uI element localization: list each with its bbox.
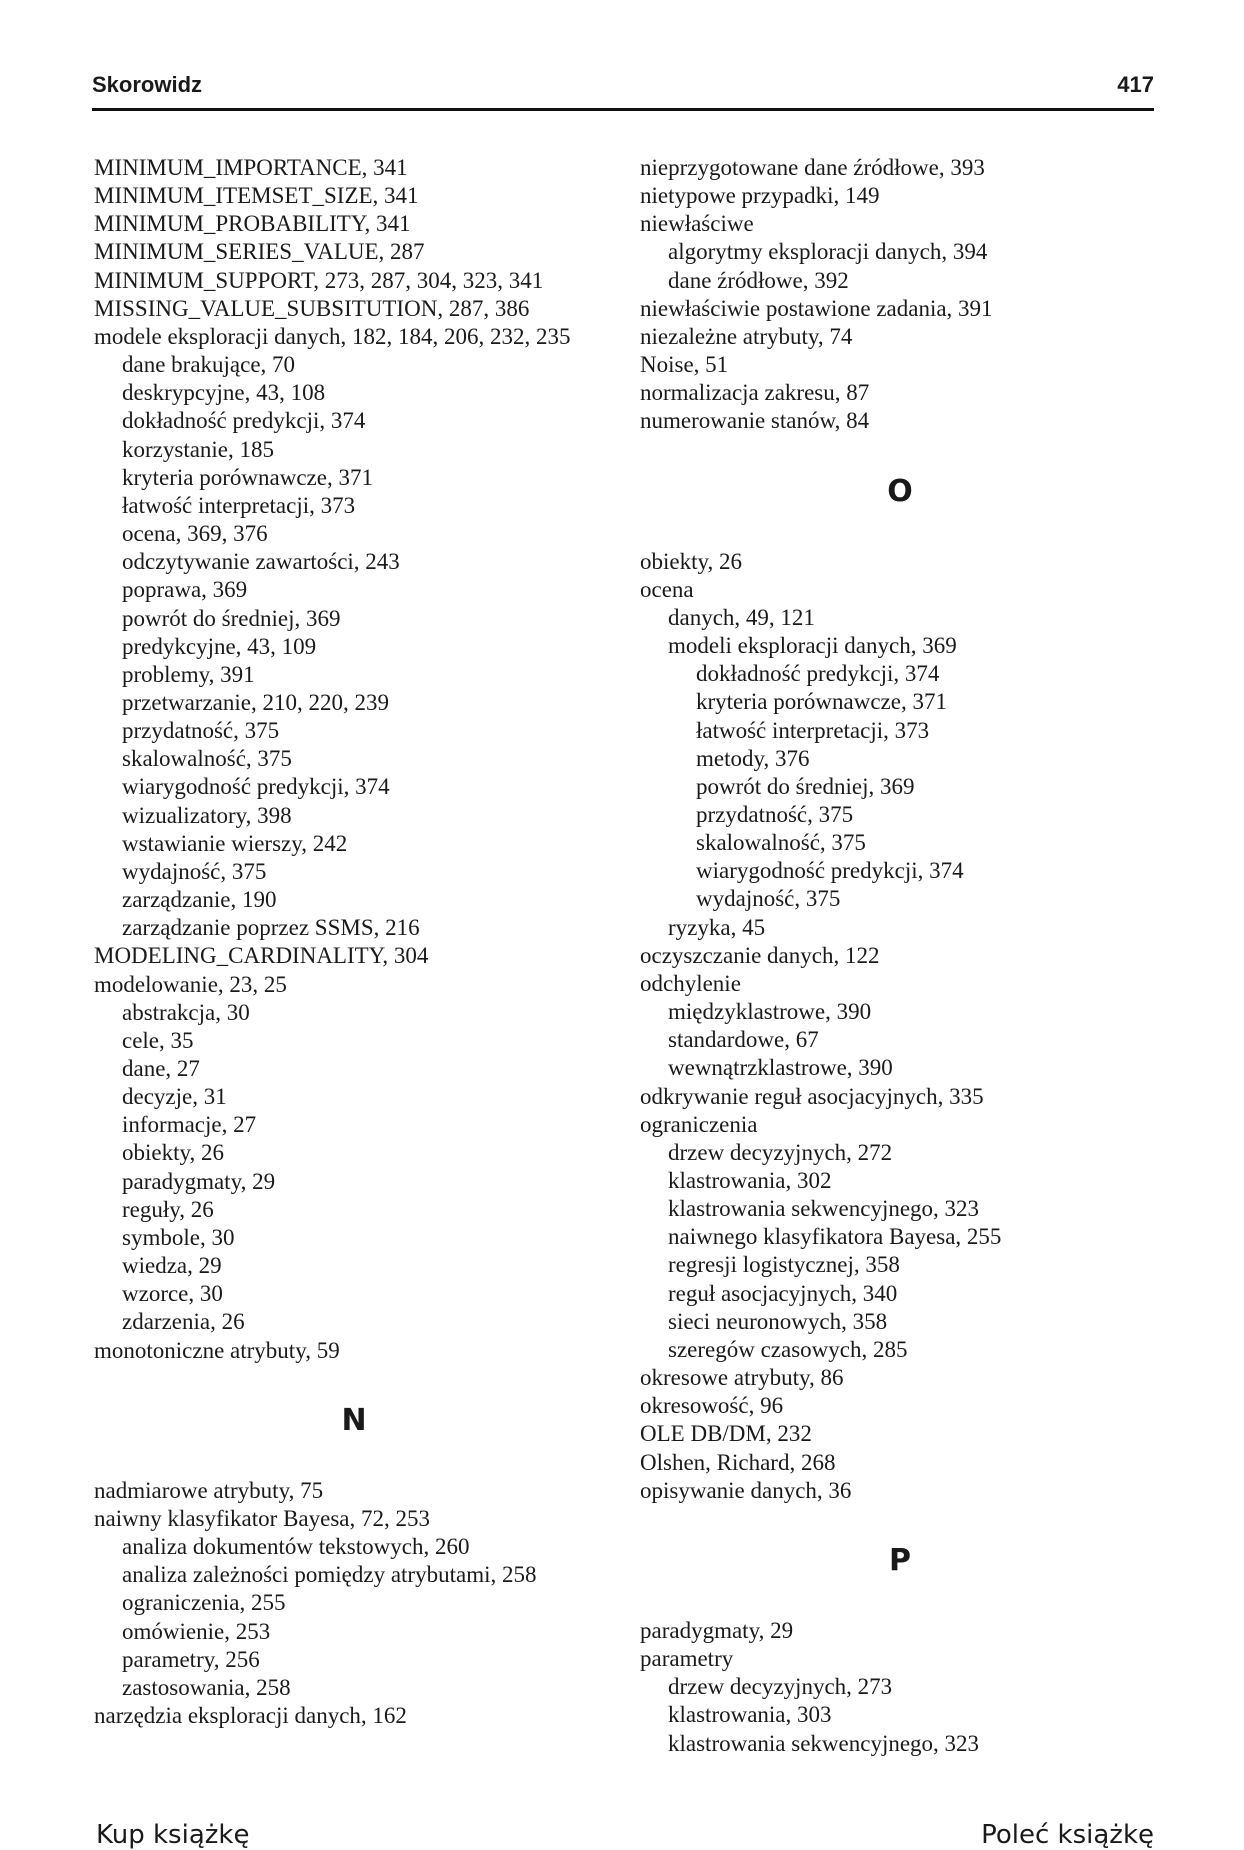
index-subentry: łatwość interpretacji, 373 (696, 717, 930, 743)
index-entry: modele eksploracji danych, 182, 184, 206, 232, 235 (94, 323, 571, 349)
index-subentry: informacje, 27 (122, 1112, 257, 1138)
buy-book-link[interactable]: Kup książkę (96, 1820, 250, 1850)
index-subentry: szeregów czasowych, 285 (668, 1336, 908, 1362)
index-subentry: powrót do średniej, 369 (122, 605, 341, 631)
index-entry: Noise, 51 (640, 352, 729, 378)
index-entry: MINIMUM_IMPORTANCE, 341 (94, 155, 408, 180)
page-header (92, 72, 1154, 111)
index-subentry: zastosowania, 258 (122, 1674, 291, 1700)
index-subentry: dokładność predykcji, 374 (122, 408, 366, 434)
index-subentry: wiedza, 29 (122, 1253, 222, 1279)
section-letter-heading: N (341, 1402, 367, 1438)
index-subentry: klastrowania sekwencyjnego, 323 (668, 1196, 980, 1222)
index-entry: monotoniczne atrybuty, 59 (94, 1337, 340, 1363)
index-subentry: zarządzanie poprzez SSMS, 216 (122, 915, 420, 941)
index-entry: normalizacja zakresu, 87 (640, 380, 870, 406)
index-entry: modelowanie, 23, 25 (94, 971, 287, 997)
index-subentry: ocena, 369, 376 (122, 521, 268, 547)
index-subentry: wzorce, 30 (122, 1281, 223, 1307)
section-title: Skorowidz (92, 72, 203, 97)
index-entry: parametry (640, 1646, 734, 1672)
index-subentry: sieci neuronowych, 358 (668, 1308, 888, 1334)
footer-left (96, 1820, 249, 1850)
index-subentry: wstawianie wierszy, 242 (122, 830, 348, 856)
section-letter-heading: P (889, 1542, 911, 1578)
index-subentry: przydatność, 375 (122, 718, 280, 744)
index-column-left (94, 154, 614, 1730)
index-subentry: skalowalność, 375 (122, 746, 292, 772)
index-entry: opisywanie danych, 36 (640, 1477, 852, 1503)
index-entry: niezależne atrybuty, 74 (640, 323, 853, 349)
index-subentry: analiza zależności pomiędzy atrybutami, 258 (122, 1562, 537, 1588)
index-subentry: odczytywanie zawartości, 243 (122, 549, 400, 575)
index-subentry: dane źródłowe, 392 (668, 267, 849, 293)
index-subentry: klastrowania, 302 (668, 1168, 832, 1193)
index-entry: odkrywanie reguł asocjacyjnych, 335 (640, 1083, 984, 1109)
index-entry: MISSING_VALUE_SUBSITUTION, 287, 386 (94, 295, 530, 321)
index-entry: MODELING_CARDINALITY, 304 (94, 943, 429, 969)
index-subentry: kryteria porównawcze, 371 (696, 689, 947, 715)
index-entry: nieprzygotowane dane źródłowe, 393 (640, 155, 985, 180)
index-entry: MINIMUM_PROBABILITY, 341 (94, 211, 411, 237)
index-subentry: klastrowania sekwencyjnego, 323 (668, 1730, 980, 1756)
index-subentry: predykcyjne, 43, 109 (122, 633, 317, 659)
index-subentry: analiza dokumentów tekstowych, 260 (122, 1534, 470, 1560)
index-entry: nadmiarowe atrybuty, 75 (94, 1477, 324, 1503)
index-subentry: algorytmy eksploracji danych, 394 (668, 239, 988, 265)
index-subentry: omówienie, 253 (122, 1618, 271, 1644)
index-subentry: abstrakcja, 30 (122, 999, 250, 1025)
index-subentry: wiarygodność predykcji, 374 (122, 774, 390, 800)
index-entry: OLE DB/DM, 232 (640, 1421, 812, 1447)
index-entry: okresowe atrybuty, 86 (640, 1365, 844, 1391)
index-subentry: przetwarzanie, 210, 220, 239 (122, 689, 389, 715)
index-entry: ocena (640, 576, 694, 602)
index-subentry: danych, 49, 121 (668, 604, 815, 630)
index-entry: Olshen, Richard, 268 (640, 1449, 836, 1475)
index-subentry: parametry, 256 (122, 1646, 260, 1672)
index-subentry: wydajność, 375 (122, 858, 267, 884)
index-entry: oczyszczanie danych, 122 (640, 942, 880, 968)
footer-right (981, 1820, 1154, 1850)
index-subentry: obiekty, 26 (122, 1140, 224, 1166)
index-entry: niewłaściwie postawione zadania, 391 (640, 295, 993, 321)
index-subentry: standardowe, 67 (668, 1027, 819, 1053)
index-subentry: wewnątrzklastrowe, 390 (668, 1055, 893, 1081)
index-subentry: dane brakujące, 70 (122, 352, 296, 378)
index-subentry: paradygmaty, 29 (122, 1168, 276, 1194)
index-subentry: drzew decyzyjnych, 273 (668, 1674, 893, 1700)
index-subentry: wizualizatory, 398 (122, 802, 292, 828)
index-subentry: zarządzanie, 190 (122, 887, 277, 913)
index-entry: niewłaściwe (640, 211, 754, 237)
index-subentry: modeli eksploracji danych, 369 (668, 633, 957, 659)
index-subentry: powrót do średniej, 369 (696, 773, 915, 799)
index-subentry: deskrypcyjne, 43, 108 (122, 380, 326, 406)
index-entry: odchylenie (640, 970, 741, 996)
index-entry: naiwny klasyfikator Bayesa, 72, 253 (94, 1505, 430, 1531)
index-subentry: międzyklastrowe, 390 (668, 999, 872, 1025)
index-entry: okresowość, 96 (640, 1393, 784, 1419)
index-subentry: przydatność, 375 (696, 801, 854, 827)
index-entry: paradygmaty, 29 (640, 1617, 794, 1643)
index-subentry: symbole, 30 (122, 1224, 235, 1250)
index-subentry: wiarygodność predykcji, 374 (696, 858, 964, 884)
index-subentry: decyzje, 31 (122, 1084, 227, 1110)
index-entry: MINIMUM_ITEMSET_SIZE, 341 (94, 183, 419, 209)
index-subentry: poprawa, 369 (122, 577, 248, 603)
index-subentry: skalowalność, 375 (696, 830, 866, 856)
index-entry: narzędzia eksploracji danych, 162 (94, 1702, 407, 1728)
index-subentry: drzew decyzyjnych, 272 (668, 1139, 893, 1165)
recommend-book-link[interactable]: Poleć książkę (981, 1820, 1154, 1850)
index-subentry: ograniczenia, 255 (122, 1590, 286, 1616)
index-subentry: metody, 376 (696, 745, 810, 771)
index-subentry: reguł asocjacyjnych, 340 (668, 1280, 898, 1306)
section-letter-heading: O (887, 473, 913, 509)
index-entry: MINIMUM_SERIES_VALUE, 287 (94, 239, 425, 265)
index-subentry: dane, 27 (122, 1056, 200, 1081)
index-column-right (640, 154, 1160, 1758)
index-subentry: łatwość interpretacji, 373 (122, 492, 356, 518)
index-entry: ograniczenia (640, 1111, 758, 1137)
index-subentry: regresji logistycznej, 358 (668, 1252, 900, 1278)
index-entry: nietypowe przypadki, 149 (640, 183, 880, 209)
index-entry: numerowanie stanów, 84 (640, 408, 870, 434)
index-subentry: korzystanie, 185 (122, 436, 275, 462)
index-entry: obiekty, 26 (640, 548, 742, 574)
index-subentry: problemy, 391 (122, 661, 255, 687)
index-subentry: zdarzenia, 26 (122, 1309, 245, 1335)
index-subentry: reguły, 26 (122, 1196, 214, 1222)
index-entry: MINIMUM_SUPPORT, 273, 287, 304, 323, 341 (94, 267, 544, 293)
index-subentry: wydajność, 375 (696, 886, 841, 912)
index-subentry: kryteria porównawcze, 371 (122, 464, 373, 490)
index-subentry: naiwnego klasyfikatora Bayesa, 255 (668, 1224, 1002, 1250)
index-subentry: cele, 35 (122, 1027, 194, 1053)
index-subentry: klastrowania, 303 (668, 1702, 832, 1728)
index-subentry: dokładność predykcji, 374 (696, 661, 940, 687)
page-number: 417 (1117, 72, 1154, 97)
index-subentry: ryzyka, 45 (668, 914, 766, 940)
